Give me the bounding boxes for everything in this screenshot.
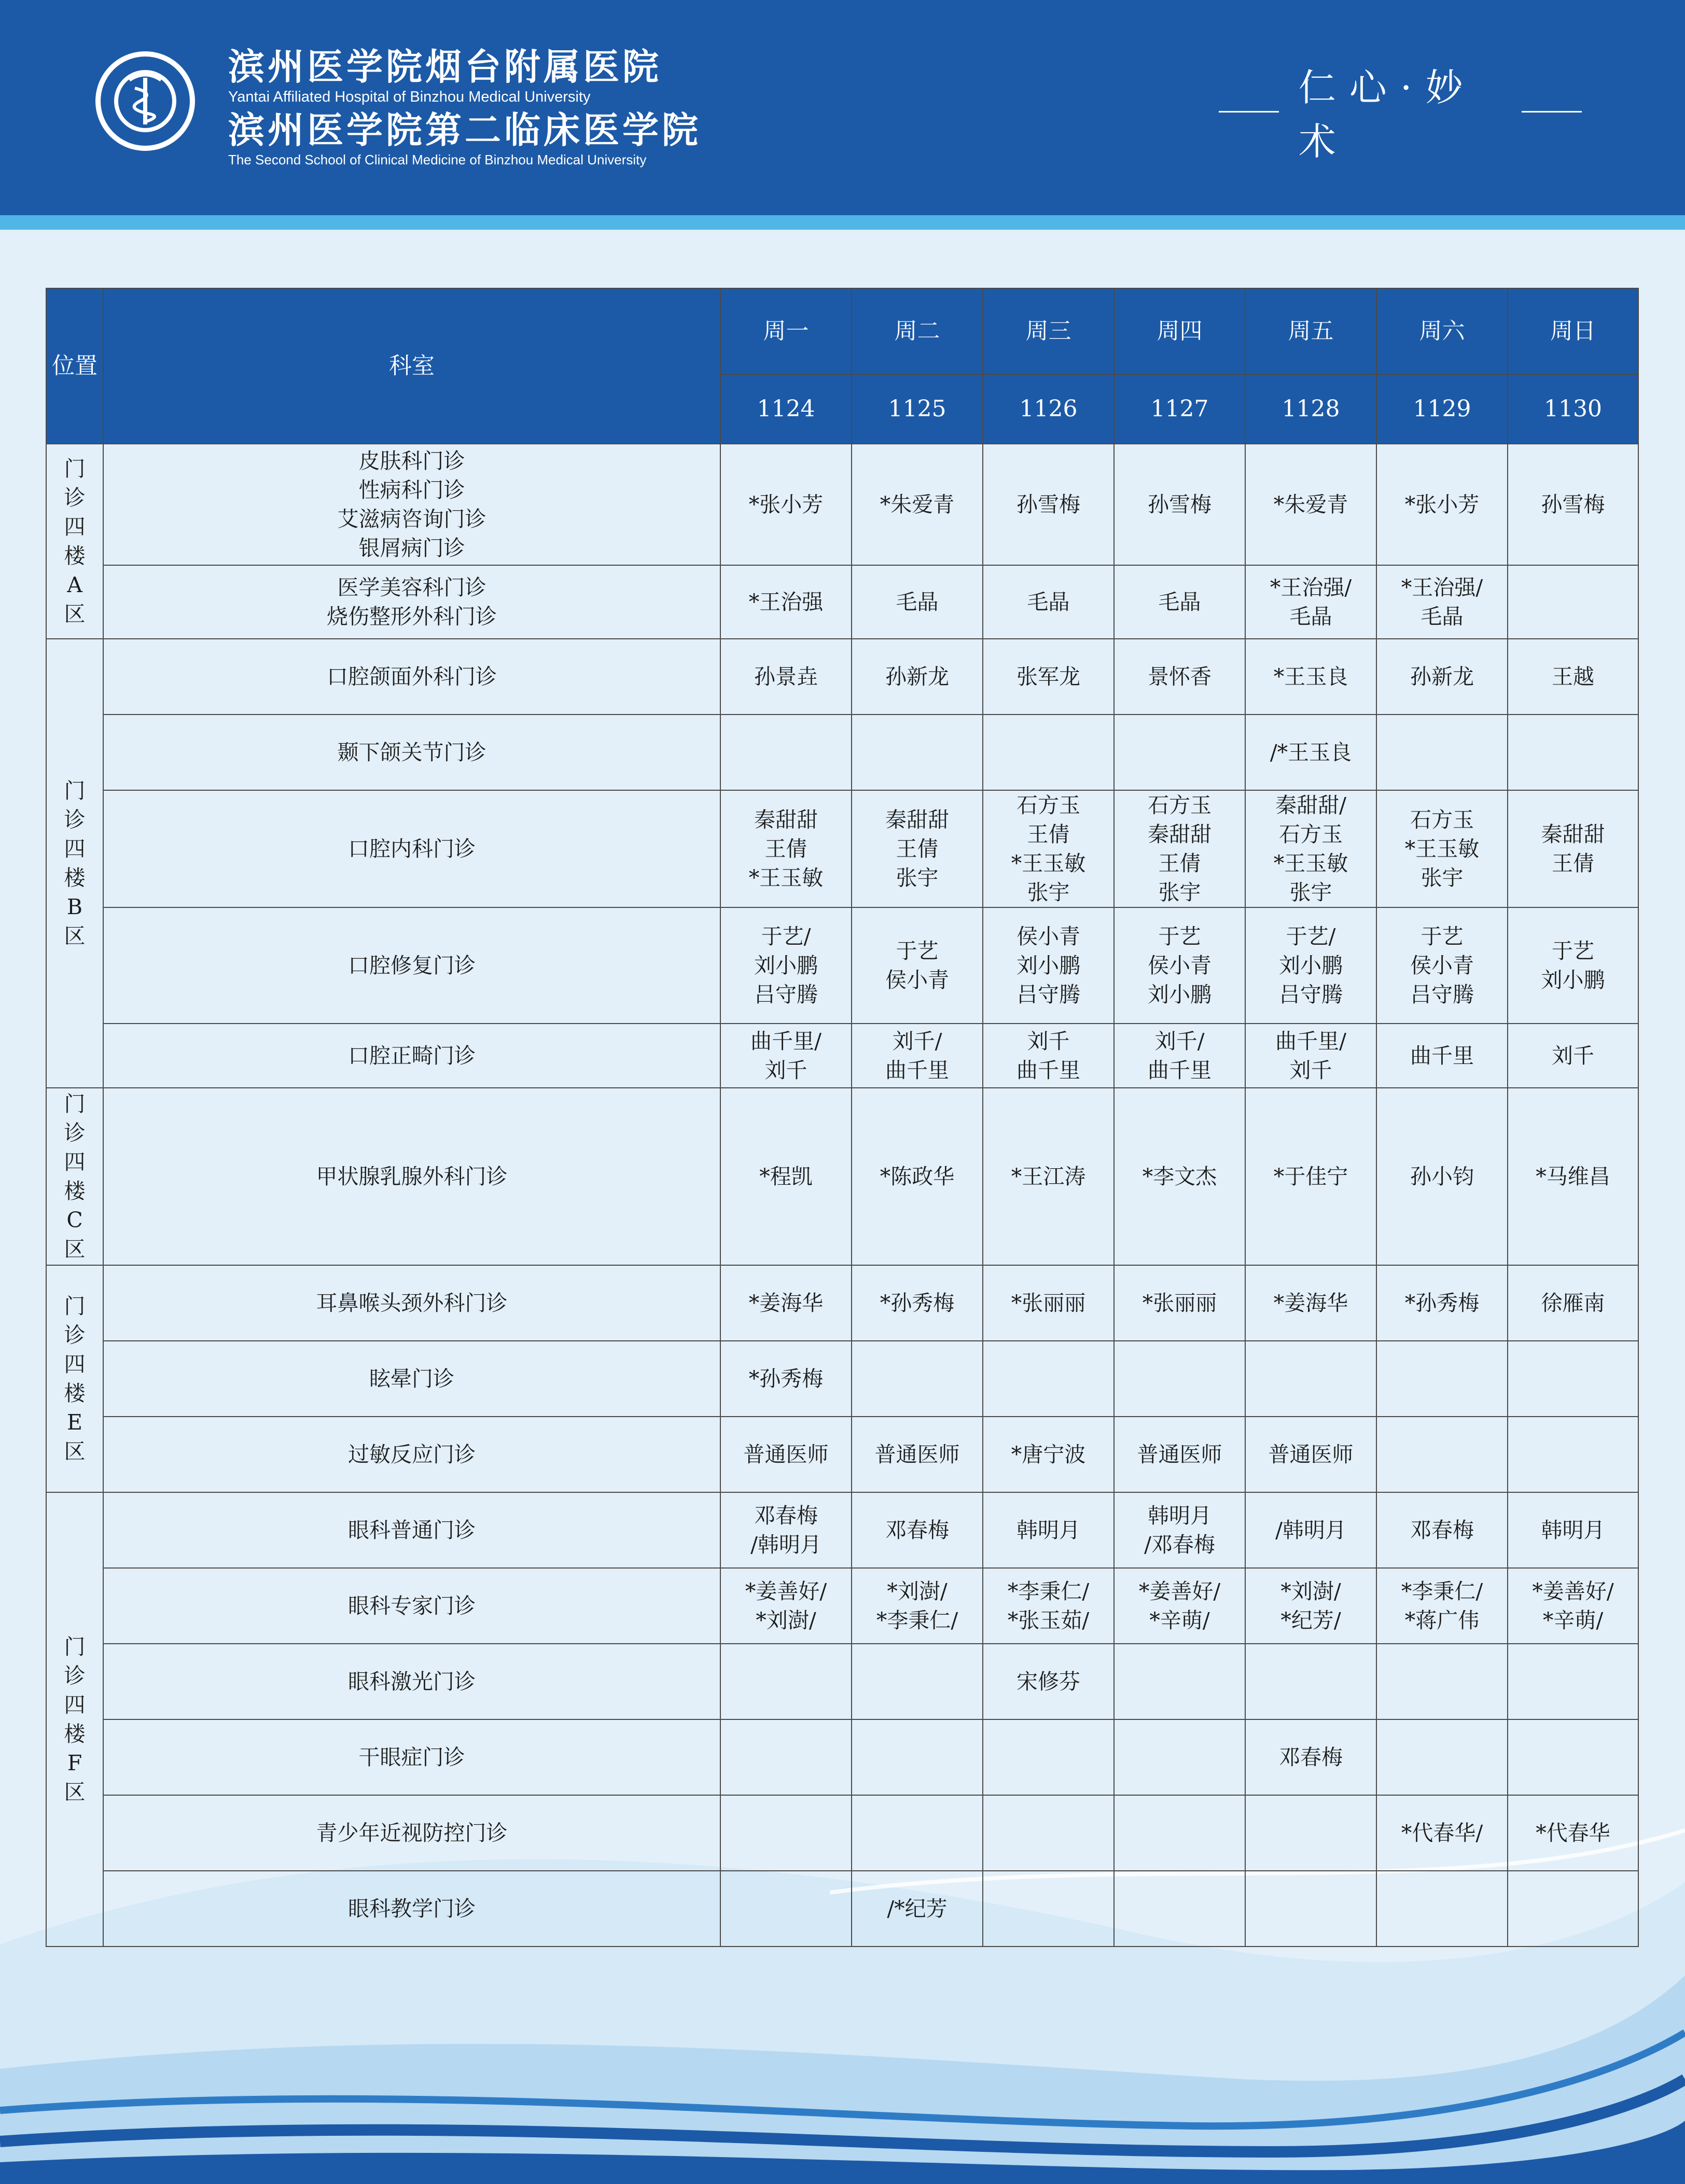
hospital-name-en: Yantai Affiliated Hospital of Binzhou Medical University [228, 89, 591, 105]
hospital-name-cn: 滨州医学院烟台附属医院 [228, 46, 662, 88]
department-cell: 口腔颌面外科门诊 [103, 639, 720, 715]
doctor-cell: 普通医师 [852, 1417, 983, 1492]
doctor-cell: *程凯 [720, 1088, 852, 1265]
doctor-cell: *王治强/ 毛晶 [1245, 565, 1376, 639]
schedule-row [46, 1871, 1638, 1947]
date-header: 1124 [720, 374, 852, 444]
doctor-cell [983, 715, 1114, 790]
department-cell: 眩晕门诊 [103, 1341, 720, 1417]
schedule-row [46, 1492, 1638, 1568]
doctor-cell: 邓春梅 [1376, 1492, 1508, 1568]
doctor-cell: 石方玉 王倩 *王玉敏 张宇 [983, 790, 1114, 907]
doctor-cell [983, 1719, 1114, 1795]
doctor-cell: 刘千/ 曲千里 [1114, 1024, 1245, 1088]
doctor-cell [852, 1719, 983, 1795]
header-stripe [0, 215, 1685, 230]
doctor-cell: 于艺 刘小鹏 [1508, 907, 1638, 1024]
doctor-cell [983, 1871, 1114, 1947]
doctor-cell: *张丽丽 [983, 1265, 1114, 1341]
doctor-cell [720, 715, 852, 790]
doctor-cell: 曲千里/ 刘千 [1245, 1024, 1376, 1088]
date-header: 1126 [983, 374, 1114, 444]
schedule-row [46, 1088, 1638, 1265]
doctor-cell [1508, 1719, 1638, 1795]
doctor-cell [1245, 1341, 1376, 1417]
doctor-cell: 张军龙 [983, 639, 1114, 715]
doctor-cell: 曲千里/ 刘千 [720, 1024, 852, 1088]
doctor-cell: 普通医师 [1114, 1417, 1245, 1492]
doctor-cell: *孙秀梅 [1376, 1265, 1508, 1341]
doctor-cell [1508, 565, 1638, 639]
schedule-row [46, 790, 1638, 907]
doctor-cell: 韩明月 /邓春梅 [1114, 1492, 1245, 1568]
day-header: 周二 [852, 288, 983, 374]
department-cell: 口腔内科门诊 [103, 790, 720, 907]
doctor-cell: 刘千 [1508, 1024, 1638, 1088]
doctor-cell: *张丽丽 [1114, 1265, 1245, 1341]
date-header: 1128 [1245, 374, 1376, 444]
doctor-cell: 侯小青 刘小鹏 吕守腾 [983, 907, 1114, 1024]
doctor-cell: 徐雁南 [1508, 1265, 1638, 1341]
doctor-cell: *张小芳 [720, 444, 852, 565]
doctor-cell: *李秉仁/ *蒋广伟 [1376, 1568, 1508, 1644]
doctor-cell [1508, 1341, 1638, 1417]
doctor-cell: 韩明月 [1508, 1492, 1638, 1568]
doctor-cell [852, 1341, 983, 1417]
doctor-cell [1114, 1644, 1245, 1719]
doctor-cell: 宋修芬 [983, 1644, 1114, 1719]
doctor-cell: *王治强/ 毛晶 [1376, 565, 1508, 639]
doctor-cell: *姜善好/ *刘澍/ [720, 1568, 852, 1644]
department-cell: 口腔正畸门诊 [103, 1024, 720, 1088]
doctor-cell: 景怀香 [1114, 639, 1245, 715]
doctor-cell [1508, 1417, 1638, 1492]
doctor-cell [1114, 1341, 1245, 1417]
doctor-cell [1376, 1871, 1508, 1947]
date-header: 1125 [852, 374, 983, 444]
doctor-cell [1508, 1644, 1638, 1719]
department-cell: 皮肤科门诊 性病科门诊 艾滋病咨询门诊 银屑病门诊 [103, 444, 720, 565]
day-header: 周六 [1376, 288, 1508, 374]
doctor-cell: 毛晶 [1114, 565, 1245, 639]
schedule-row [46, 1644, 1638, 1719]
schedule-row [46, 1568, 1638, 1644]
doctor-cell [720, 1871, 852, 1947]
day-header: 周三 [983, 288, 1114, 374]
doctor-cell: *孙秀梅 [852, 1265, 983, 1341]
day-header: 周四 [1114, 288, 1245, 374]
doctor-cell: *陈政华 [852, 1088, 983, 1265]
doctor-cell: 孙景垚 [720, 639, 852, 715]
slogan-dash-right [1522, 111, 1582, 113]
doctor-cell: 毛晶 [852, 565, 983, 639]
doctor-cell: /*纪芳 [852, 1871, 983, 1947]
schedule-row [46, 1265, 1638, 1341]
department-cell: 干眼症门诊 [103, 1719, 720, 1795]
doctor-cell: *孙秀梅 [720, 1341, 852, 1417]
hospital-logo-text [228, 46, 701, 168]
day-header: 周日 [1508, 288, 1638, 374]
day-header: 周一 [720, 288, 852, 374]
doctor-cell: *王江涛 [983, 1088, 1114, 1265]
doctor-cell: 刘千/ 曲千里 [852, 1024, 983, 1088]
doctor-cell [852, 1644, 983, 1719]
doctor-cell: *姜海华 [720, 1265, 852, 1341]
doctor-cell: 曲千里 [1376, 1024, 1508, 1088]
doctor-cell: 秦甜甜 王倩 *王玉敏 [720, 790, 852, 907]
doctor-cell: *唐宁波 [983, 1417, 1114, 1492]
doctor-cell [1245, 1644, 1376, 1719]
clinic-schedule-table [46, 288, 1639, 1947]
slogan [1219, 66, 1582, 163]
doctor-cell: /*王玉良 [1245, 715, 1376, 790]
slogan-dash-left [1219, 111, 1279, 113]
doctor-cell: 秦甜甜/ 石方玉 *王玉敏 张宇 [1245, 790, 1376, 907]
doctor-cell: *朱爱青 [1245, 444, 1376, 565]
department-cell: 甲状腺乳腺外科门诊 [103, 1088, 720, 1265]
department-cell: 眼科普通门诊 [103, 1492, 720, 1568]
doctor-cell: *代春华 [1508, 1795, 1638, 1871]
doctor-cell: *刘澍/ *纪芳/ [1245, 1568, 1376, 1644]
schedule-row [46, 1341, 1638, 1417]
department-cell: 颞下颌关节门诊 [103, 715, 720, 790]
doctor-cell: *朱爱青 [852, 444, 983, 565]
doctor-cell: 孙雪梅 [1508, 444, 1638, 565]
doctor-cell [1376, 715, 1508, 790]
doctor-cell: *王玉良 [1245, 639, 1376, 715]
doctor-cell: *李秉仁/ *张玉茹/ [983, 1568, 1114, 1644]
doctor-cell: 石方玉 *王玉敏 张宇 [1376, 790, 1508, 907]
doctor-cell: 邓春梅 /韩明月 [720, 1492, 852, 1568]
doctor-cell: 普通医师 [720, 1417, 852, 1492]
doctor-cell: 孙小钧 [1376, 1088, 1508, 1265]
schedule-row [46, 907, 1638, 1024]
department-header: 科室 [103, 288, 720, 444]
schedule-row [46, 1719, 1638, 1795]
doctor-cell: *张小芳 [1376, 444, 1508, 565]
slogan-text: 仁心·妙术 [1298, 66, 1477, 163]
doctor-cell: *王治强 [720, 565, 852, 639]
doctor-cell: *姜善好/ *辛萌/ [1114, 1568, 1245, 1644]
doctor-cell [1114, 1719, 1245, 1795]
schedule-row [46, 1024, 1638, 1088]
schedule-row [46, 639, 1638, 715]
doctor-cell: 于艺 侯小青 刘小鹏 [1114, 907, 1245, 1024]
date-header: 1127 [1114, 374, 1245, 444]
doctor-cell: *姜海华 [1245, 1265, 1376, 1341]
department-cell: 医学美容科门诊 烧伤整形外科门诊 [103, 565, 720, 639]
doctor-cell: 于艺 侯小青 吕守腾 [1376, 907, 1508, 1024]
header-banner [0, 0, 1685, 215]
doctor-cell: *马维昌 [1508, 1088, 1638, 1265]
department-cell: 眼科激光门诊 [103, 1644, 720, 1719]
doctor-cell: 孙新龙 [852, 639, 983, 715]
department-cell: 眼科专家门诊 [103, 1568, 720, 1644]
date-header: 1130 [1508, 374, 1638, 444]
doctor-cell [852, 715, 983, 790]
date-header: 1129 [1376, 374, 1508, 444]
doctor-cell: *于佳宁 [1245, 1088, 1376, 1265]
doctor-cell: 秦甜甜 王倩 张宇 [852, 790, 983, 907]
doctor-cell [1508, 1871, 1638, 1947]
department-cell: 口腔修复门诊 [103, 907, 720, 1024]
doctor-cell: 孙新龙 [1376, 639, 1508, 715]
doctor-cell [1114, 1795, 1245, 1871]
doctor-cell: 秦甜甜 王倩 [1508, 790, 1638, 907]
doctor-cell: 邓春梅 [1245, 1719, 1376, 1795]
hospital-seal-icon [93, 49, 197, 153]
doctor-cell [720, 1719, 852, 1795]
doctor-cell: 孙雪梅 [983, 444, 1114, 565]
schedule-row [46, 1417, 1638, 1492]
doctor-cell: *刘澍/ *李秉仁/ [852, 1568, 983, 1644]
doctor-cell [983, 1341, 1114, 1417]
doctor-cell: 于艺/ 刘小鹏 吕守腾 [720, 907, 852, 1024]
doctor-cell [720, 1795, 852, 1871]
department-cell: 耳鼻喉头颈外科门诊 [103, 1265, 720, 1341]
doctor-cell [1114, 1871, 1245, 1947]
doctor-cell [1376, 1644, 1508, 1719]
doctor-cell: 于艺/ 刘小鹏 吕守腾 [1245, 907, 1376, 1024]
zone-location-cell: 门 诊 四 楼 E 区 [46, 1265, 103, 1492]
doctor-cell: 韩明月 [983, 1492, 1114, 1568]
doctor-cell: *姜善好/ *辛萌/ [1508, 1568, 1638, 1644]
zone-location-cell: 门 诊 四 楼 A 区 [46, 444, 103, 639]
day-header: 周五 [1245, 288, 1376, 374]
schedule-row [46, 715, 1638, 790]
schedule-row [46, 1795, 1638, 1871]
doctor-cell [983, 1795, 1114, 1871]
doctor-cell [720, 1644, 852, 1719]
zone-location-cell: 门 诊 四 楼 B 区 [46, 639, 103, 1088]
doctor-cell: 王越 [1508, 639, 1638, 715]
schedule-row [46, 565, 1638, 639]
location-header: 位置 [46, 288, 103, 444]
doctor-cell: 邓春梅 [852, 1492, 983, 1568]
doctor-cell [1114, 715, 1245, 790]
doctor-cell [1245, 1871, 1376, 1947]
department-cell: 过敏反应门诊 [103, 1417, 720, 1492]
doctor-cell: 于艺 侯小青 [852, 907, 983, 1024]
schedule-body [46, 444, 1638, 1947]
doctor-cell [1508, 715, 1638, 790]
school-name-cn: 滨州医学院第二临床医学院 [228, 109, 701, 151]
zone-location-cell: 门 诊 四 楼 F 区 [46, 1492, 103, 1947]
doctor-cell: 毛晶 [983, 565, 1114, 639]
doctor-cell [1376, 1719, 1508, 1795]
doctor-cell: /韩明月 [1245, 1492, 1376, 1568]
department-cell: 青少年近视防控门诊 [103, 1795, 720, 1871]
schedule-row [46, 444, 1638, 565]
zone-location-cell: 门 诊 四 楼 C 区 [46, 1088, 103, 1265]
doctor-cell: 孙雪梅 [1114, 444, 1245, 565]
doctor-cell: *李文杰 [1114, 1088, 1245, 1265]
department-cell: 眼科教学门诊 [103, 1871, 720, 1947]
doctor-cell [1245, 1795, 1376, 1871]
doctor-cell: 石方玉 秦甜甜 王倩 张宇 [1114, 790, 1245, 907]
doctor-cell [1376, 1341, 1508, 1417]
doctor-cell: 刘千 曲千里 [983, 1024, 1114, 1088]
doctor-cell [852, 1795, 983, 1871]
school-name-en: The Second School of Clinical Medicine of Binzhou Medical University [228, 152, 647, 167]
doctor-cell [1376, 1417, 1508, 1492]
doctor-cell: *代春华/ [1376, 1795, 1508, 1871]
doctor-cell: 普通医师 [1245, 1417, 1376, 1492]
